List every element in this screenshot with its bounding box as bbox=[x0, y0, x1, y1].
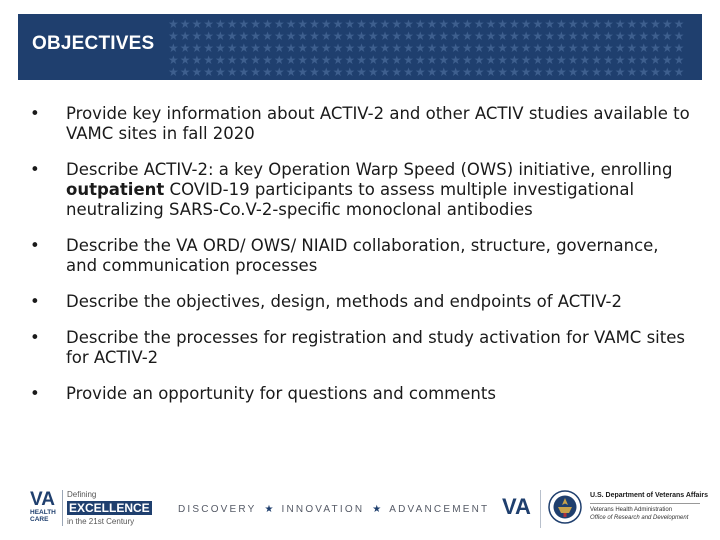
bullet-text-part: Describe the processes for registration and study activation for VAMC sites for ACTIV-2 bbox=[66, 328, 685, 367]
va-care-label: CARE bbox=[30, 516, 49, 523]
star-icon: ★ bbox=[372, 504, 382, 515]
va-seal-icon bbox=[548, 490, 582, 524]
va-health-label: HEALTH bbox=[30, 509, 56, 516]
star-row: ★★★★★★★★★★★★★★★★★★★★★★★★★★★★★★★★★★★★★★★★★★★★ bbox=[168, 53, 686, 67]
bullet-text-part: Describe ACTIV-2: a key Operation Warp Speed (OWS) initiative, enrolling bbox=[66, 160, 673, 179]
bullet-text bbox=[66, 160, 690, 220]
tagline-advancement: ADVANCEMENT bbox=[389, 504, 490, 515]
bullet-marker: • bbox=[30, 160, 40, 179]
bullet-text bbox=[66, 292, 690, 312]
star-row: ★★★★★★★★★★★★★★★★★★★★★★★★★★★★★★★★★★★★★★★★★★★★ bbox=[168, 29, 686, 43]
bullet-text-part: Describe the VA ORD/ OWS/ NIAID collaboration, structure, governance, and communication processes bbox=[66, 236, 659, 275]
bullet-text bbox=[66, 104, 690, 144]
bullet-text-part: Provide key information about ACTIV-2 and other ACTIV studies available to VAMC sites in fall 2020 bbox=[66, 104, 690, 143]
excellence-line3: in the 21st Century bbox=[67, 517, 135, 526]
bullet-item bbox=[30, 236, 690, 276]
divider bbox=[540, 490, 541, 528]
star-row: ★★★★★★★★★★★★★★★★★★★★★★★★★★★★★★★★★★★★★★★★★★★★ bbox=[168, 18, 686, 31]
bullet-item bbox=[30, 328, 690, 368]
slide-title: OBJECTIVES bbox=[32, 33, 155, 54]
bullet-text-part: Provide an opportunity for questions and comments bbox=[66, 384, 496, 403]
star-row: ★★★★★★★★★★★★★★★★★★★★★★★★★★★★★★★★★★★★★★★★★★★★ bbox=[168, 65, 686, 78]
title-bar bbox=[18, 14, 702, 80]
star-icon: ★ bbox=[264, 504, 274, 515]
excellence-logo bbox=[62, 490, 149, 526]
bullet-marker: • bbox=[30, 292, 40, 311]
department-label bbox=[590, 491, 714, 522]
department-rule bbox=[590, 503, 700, 504]
bullet-marker: • bbox=[30, 328, 40, 347]
footer bbox=[0, 478, 720, 540]
bullet-item bbox=[30, 292, 690, 312]
department-ord: Office of Research and Development bbox=[590, 515, 689, 521]
star-row: ★★★★★★★★★★★★★★★★★★★★★★★★★★★★★★★★★★★★★★★★★★★★ bbox=[168, 41, 686, 55]
objectives-list bbox=[30, 104, 690, 420]
tagline-discovery: DISCOVERY bbox=[178, 504, 257, 515]
bullet-emphasis: outpatient bbox=[66, 180, 165, 199]
department-vha: Veterans Health Administration bbox=[590, 507, 673, 513]
excellence-line2: EXCELLENCE bbox=[69, 501, 150, 515]
stars-pattern bbox=[168, 18, 698, 78]
bullet-item bbox=[30, 384, 690, 404]
va-health-care-logo bbox=[30, 490, 56, 523]
va-logo: VA bbox=[502, 494, 531, 519]
bullet-text bbox=[66, 384, 690, 404]
bullet-marker: • bbox=[30, 384, 40, 403]
bullet-text-part: Describe the objectives, design, methods and endpoints of ACTIV-2 bbox=[66, 292, 622, 311]
excellence-line1: Defining bbox=[67, 490, 97, 499]
va-mark: VA bbox=[30, 489, 55, 510]
bullet-text bbox=[66, 328, 690, 368]
bullet-item bbox=[30, 104, 690, 144]
department-name: U.S. Department of Veterans Affairs bbox=[590, 492, 708, 499]
tagline bbox=[178, 504, 489, 515]
bullet-marker: • bbox=[30, 104, 40, 123]
bullet-text bbox=[66, 236, 690, 276]
tagline-innovation: INNOVATION bbox=[281, 504, 365, 515]
bullet-item bbox=[30, 160, 690, 220]
bullet-marker: • bbox=[30, 236, 40, 255]
bullet-text-part: COVID-19 participants to assess multiple investigational neutralizing SARS-Co.V-2-specific monoclonal antibodies bbox=[66, 180, 635, 219]
